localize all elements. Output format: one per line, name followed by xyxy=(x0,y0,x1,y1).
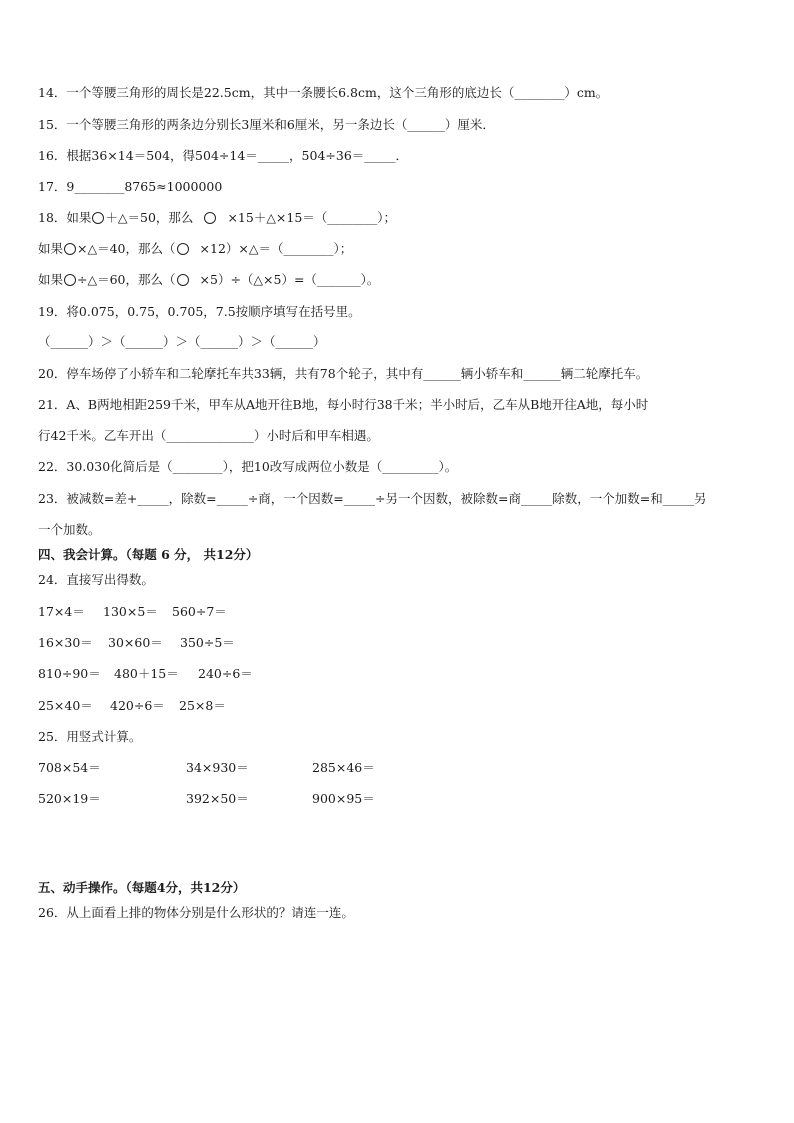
q18-b-mid: ×△＝40，那么（ xyxy=(77,241,176,256)
question-25: 25．用竖式计算。 xyxy=(38,729,142,744)
question-19: 19．将0.075，0.75，0.705，7.5按顺序填写在括号里。 xyxy=(38,304,361,319)
circle-icon xyxy=(177,274,189,286)
calc-item: 708×54＝ xyxy=(38,760,101,775)
question-17: 17．9________8765≈1000000 xyxy=(38,179,223,194)
circle-icon xyxy=(92,212,104,224)
calc-item: 560÷7＝ xyxy=(172,604,227,619)
q18-c-prefix: 如果 xyxy=(38,272,64,287)
calc-item: 16×30＝ xyxy=(38,635,93,650)
q18-c-suffix: ×5）÷（△×5）=（_______）。 xyxy=(199,272,380,287)
calc-item: 240÷6＝ xyxy=(198,666,253,681)
calc-item: 30×60＝ xyxy=(108,635,163,650)
calc-item: 392×50＝ xyxy=(186,791,249,806)
calc-item: 420÷6＝ xyxy=(110,698,165,713)
calc-item: 130×5＝ xyxy=(103,604,158,619)
question-23-line-1: 23．被减数=差+_____，除数=_____÷商，一个因数=_____÷另一个因数，被除数=商_____除数，一个加数=和_____另 xyxy=(38,491,707,506)
circle-icon xyxy=(64,274,76,286)
section-5-heading: 五、动手操作。（每题4分，共12分） xyxy=(38,880,246,895)
calc-item: 350÷5＝ xyxy=(180,635,235,650)
question-22: 22．30.030化简后是（________），把10改写成两位小数是（_________）。 xyxy=(38,459,458,474)
calc-item: 34×930＝ xyxy=(186,760,249,775)
calc-item: 520×19＝ xyxy=(38,791,101,806)
calc-item: 810÷90＝ xyxy=(38,666,101,681)
calc-item: 25×40＝ xyxy=(38,698,93,713)
question-21-line-2: 行42千米。乙车开出（______________）小时后和甲车相遇。 xyxy=(38,428,379,443)
q18-c-mid: ÷△＝60，那么（ xyxy=(77,272,176,287)
section-4-heading: 四、我会计算。（每题 6 分， 共12分） xyxy=(38,547,259,562)
question-23-line-2: 一个加数。 xyxy=(38,522,101,537)
calc-item: 25×8＝ xyxy=(179,698,226,713)
calc-item: 480＋15＝ xyxy=(114,666,179,681)
question-14: 14．一个等腰三角形的周长是22.5cm，其中一条腰长6.8cm，这个三角形的底边长（________）cm。 xyxy=(38,85,609,100)
q18-a-prefix: 18．如果 xyxy=(38,210,92,225)
question-15: 15．一个等腰三角形的两条边分别长3厘米和6厘米，另一条边长（______）厘米． xyxy=(38,117,495,132)
question-26: 26．从上面看上排的物体分别是什么形状的？请连一连。 xyxy=(38,905,354,920)
q18-b-suffix: ×12）×△＝（________）； xyxy=(199,241,353,256)
question-24: 24．直接写出得数。 xyxy=(38,572,154,587)
q18-a-mid: ＋△＝50，那么 xyxy=(105,210,194,225)
question-18-line-3 xyxy=(38,272,379,288)
question-16: 16．根据36×14＝504，得504÷14＝_____，504÷36＝_____． xyxy=(38,148,409,163)
question-20: 20．停车场停了小轿车和二轮摩托车共33辆，共有78个轮子，其中有______辆小轿车和______辆二轮摩托车。 xyxy=(38,366,649,381)
q18-a-suffix: ×15＋△×15＝（________）； xyxy=(227,210,397,225)
q18-b-prefix: 如果 xyxy=(38,241,64,256)
calc-item: 285×46＝ xyxy=(312,760,375,775)
circle-icon xyxy=(177,243,189,255)
circle-icon xyxy=(204,212,216,224)
question-18-line-1 xyxy=(38,210,396,226)
question-21-line-1: 21．A、B两地相距259千米，甲车从A地开往B地，每小时行38千米；半小时后，乙车从B地开往A地，每小时 xyxy=(38,397,649,412)
calc-item: 17×4＝ xyxy=(38,604,85,619)
circle-icon xyxy=(64,243,76,255)
calc-item: 900×95＝ xyxy=(312,791,375,806)
question-18-line-2 xyxy=(38,241,352,257)
question-19-blanks: （______）＞（______）＞（______）＞（______） xyxy=(38,334,326,349)
